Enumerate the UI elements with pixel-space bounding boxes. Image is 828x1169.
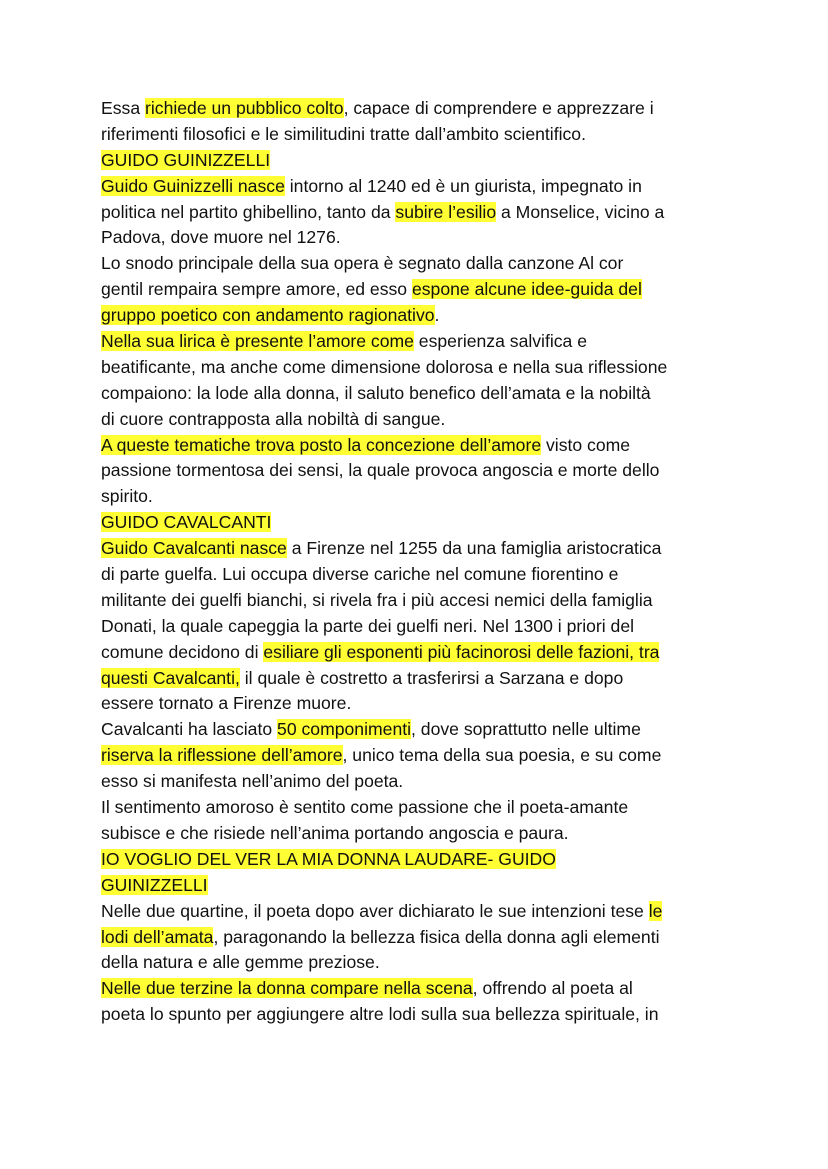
text-segment: Essa	[101, 98, 146, 118]
text-line	[101, 769, 741, 795]
text-line	[101, 510, 741, 536]
highlighted-text: 50 componimenti	[277, 719, 412, 740]
highlighted-text: GUINIZZELLI	[101, 874, 208, 895]
text-segment: Donati, la quale capeggia la parte dei guelfi neri. Nel 1300 i priori del	[101, 615, 635, 636]
text-line	[101, 174, 741, 200]
text-segment: , unico tema della sua poesia, e su come	[342, 745, 662, 766]
text-line	[101, 251, 741, 277]
text-line	[101, 148, 741, 174]
text-line	[101, 588, 741, 614]
text-segment: , paragonando la bellezza fisica della donna agli elementi	[213, 926, 660, 947]
text-segment: a Firenze nel 1255 da una famiglia aristocratica	[286, 538, 662, 559]
text-segment: compaiono: la lode alla donna, il saluto benefico dell’amata e la nobiltà	[101, 382, 651, 403]
text-line	[101, 225, 741, 251]
highlighted-text: Guido Guinizzelli nasce	[101, 175, 285, 196]
text-segment: riferimenti filosofici e le similitudini tratte dall’ambito scientifico.	[101, 123, 586, 144]
highlighted-text: esiliare gli esponenti più facinorosi delle fazioni, tra	[263, 641, 660, 662]
text-segment: comune decidono di	[101, 641, 264, 662]
highlighted-text: Guido Cavalcanti nasce	[101, 538, 287, 559]
highlighted-text: Nella sua lirica è presente l’amore come	[101, 331, 414, 352]
highlighted-text: A queste tematiche trova posto la concezione dell’amore	[101, 434, 542, 455]
document-body-text	[101, 96, 741, 1028]
highlighted-text: questi Cavalcanti,	[101, 667, 240, 688]
text-segment: a Monselice, vicino a	[496, 201, 665, 222]
text-segment: esso si manifesta nell’animo del poeta.	[101, 771, 404, 792]
text-segment: subisce e che risiede nell’anima portando angoscia e paura.	[101, 822, 569, 843]
highlighted-text: subire l’esilio	[395, 201, 497, 222]
text-line	[101, 277, 741, 303]
text-line	[101, 381, 741, 407]
text-line	[101, 458, 741, 484]
text-segment: spirito.	[101, 486, 153, 507]
text-line	[101, 407, 741, 433]
text-line	[101, 666, 741, 692]
text-segment: politica nel partito ghibellino, tanto da	[101, 201, 396, 222]
highlighted-text: riserva la riflessione dell’amore	[101, 745, 343, 766]
text-segment: Cavalcanti ha lasciato	[101, 719, 278, 740]
text-line	[101, 433, 741, 459]
highlighted-text: le	[648, 900, 663, 921]
text-line	[101, 484, 741, 510]
text-line	[101, 329, 741, 355]
text-segment: il quale è costretto a trasferirsi a Sarzana e dopo	[239, 667, 624, 688]
text-segment: poeta lo spunto per aggiungere altre lodi sulla sua bellezza spirituale, in	[101, 1004, 659, 1025]
text-line	[101, 950, 741, 976]
text-segment: visto come	[541, 434, 631, 455]
text-line	[101, 821, 741, 847]
text-segment: intorno al 1240 ed è un giurista, impegnato in	[284, 175, 642, 196]
text-line	[101, 925, 741, 951]
highlighted-text: lodi dell’amata	[101, 926, 214, 947]
text-segment: Padova, dove muore nel 1276.	[101, 227, 341, 248]
text-segment: gentil rempaira sempre amore, ed esso	[101, 279, 412, 300]
text-line	[101, 355, 741, 381]
text-segment: , dove soprattutto nelle ultime	[411, 719, 641, 740]
text-segment: Nelle due quartine, il poeta dopo aver dichiarato le sue intenzioni tese	[101, 900, 649, 921]
text-segment: beatificante, ma anche come dimensione dolorosa e nella sua riflessione	[101, 356, 668, 377]
highlighted-text: GUIDO CAVALCANTI	[101, 512, 272, 533]
text-line	[101, 847, 741, 873]
text-segment: , offrendo al poeta al	[472, 978, 633, 999]
text-segment: esperienza salvifica e	[413, 331, 588, 352]
text-line	[101, 614, 741, 640]
text-segment: .	[434, 305, 440, 326]
highlighted-text: GUIDO GUINIZZELLI	[101, 149, 271, 170]
text-line	[101, 873, 741, 899]
text-segment: Il sentimento amoroso è sentito come passione che il poeta-amante	[101, 797, 629, 818]
highlighted-text: gruppo poetico con andamento ragionativo	[101, 305, 435, 326]
text-line	[101, 96, 741, 122]
text-line	[101, 743, 741, 769]
text-segment: essere tornato a Firenze muore.	[101, 693, 352, 714]
text-segment: militante dei guelfi bianchi, si rivela fra i più accesi nemici della famiglia	[101, 589, 653, 610]
highlighted-text: espone alcune idee-guida del	[411, 279, 642, 300]
text-line	[101, 795, 741, 821]
text-line	[101, 640, 741, 666]
text-line	[101, 536, 741, 562]
text-segment: della natura e alle gemme preziose.	[101, 952, 380, 973]
text-line	[101, 200, 741, 226]
text-segment: passione tormentosa dei sensi, la quale provoca angoscia e morte dello	[101, 460, 660, 481]
text-line	[101, 899, 741, 925]
text-line	[101, 562, 741, 588]
text-line	[101, 303, 741, 329]
text-segment: , capace di comprendere e apprezzare i	[343, 98, 654, 118]
text-line	[101, 691, 741, 717]
highlighted-text: Nelle due terzine la donna compare nella scena	[101, 978, 473, 999]
text-segment: di parte guelfa. Lui occupa diverse cariche nel comune fiorentino e	[101, 564, 619, 585]
highlighted-text: IO VOGLIO DEL VER LA MIA DONNA LAUDARE- GUIDO	[101, 848, 556, 869]
text-line	[101, 717, 741, 743]
text-segment: di cuore contrapposta alla nobiltà di sangue.	[101, 408, 446, 429]
text-segment: Lo snodo principale della sua opera è segnato dalla canzone Al cor	[101, 253, 624, 274]
highlighted-text: richiede un pubblico colto	[145, 98, 344, 118]
text-line	[101, 122, 741, 148]
text-line	[101, 1002, 741, 1028]
text-line	[101, 976, 741, 1002]
